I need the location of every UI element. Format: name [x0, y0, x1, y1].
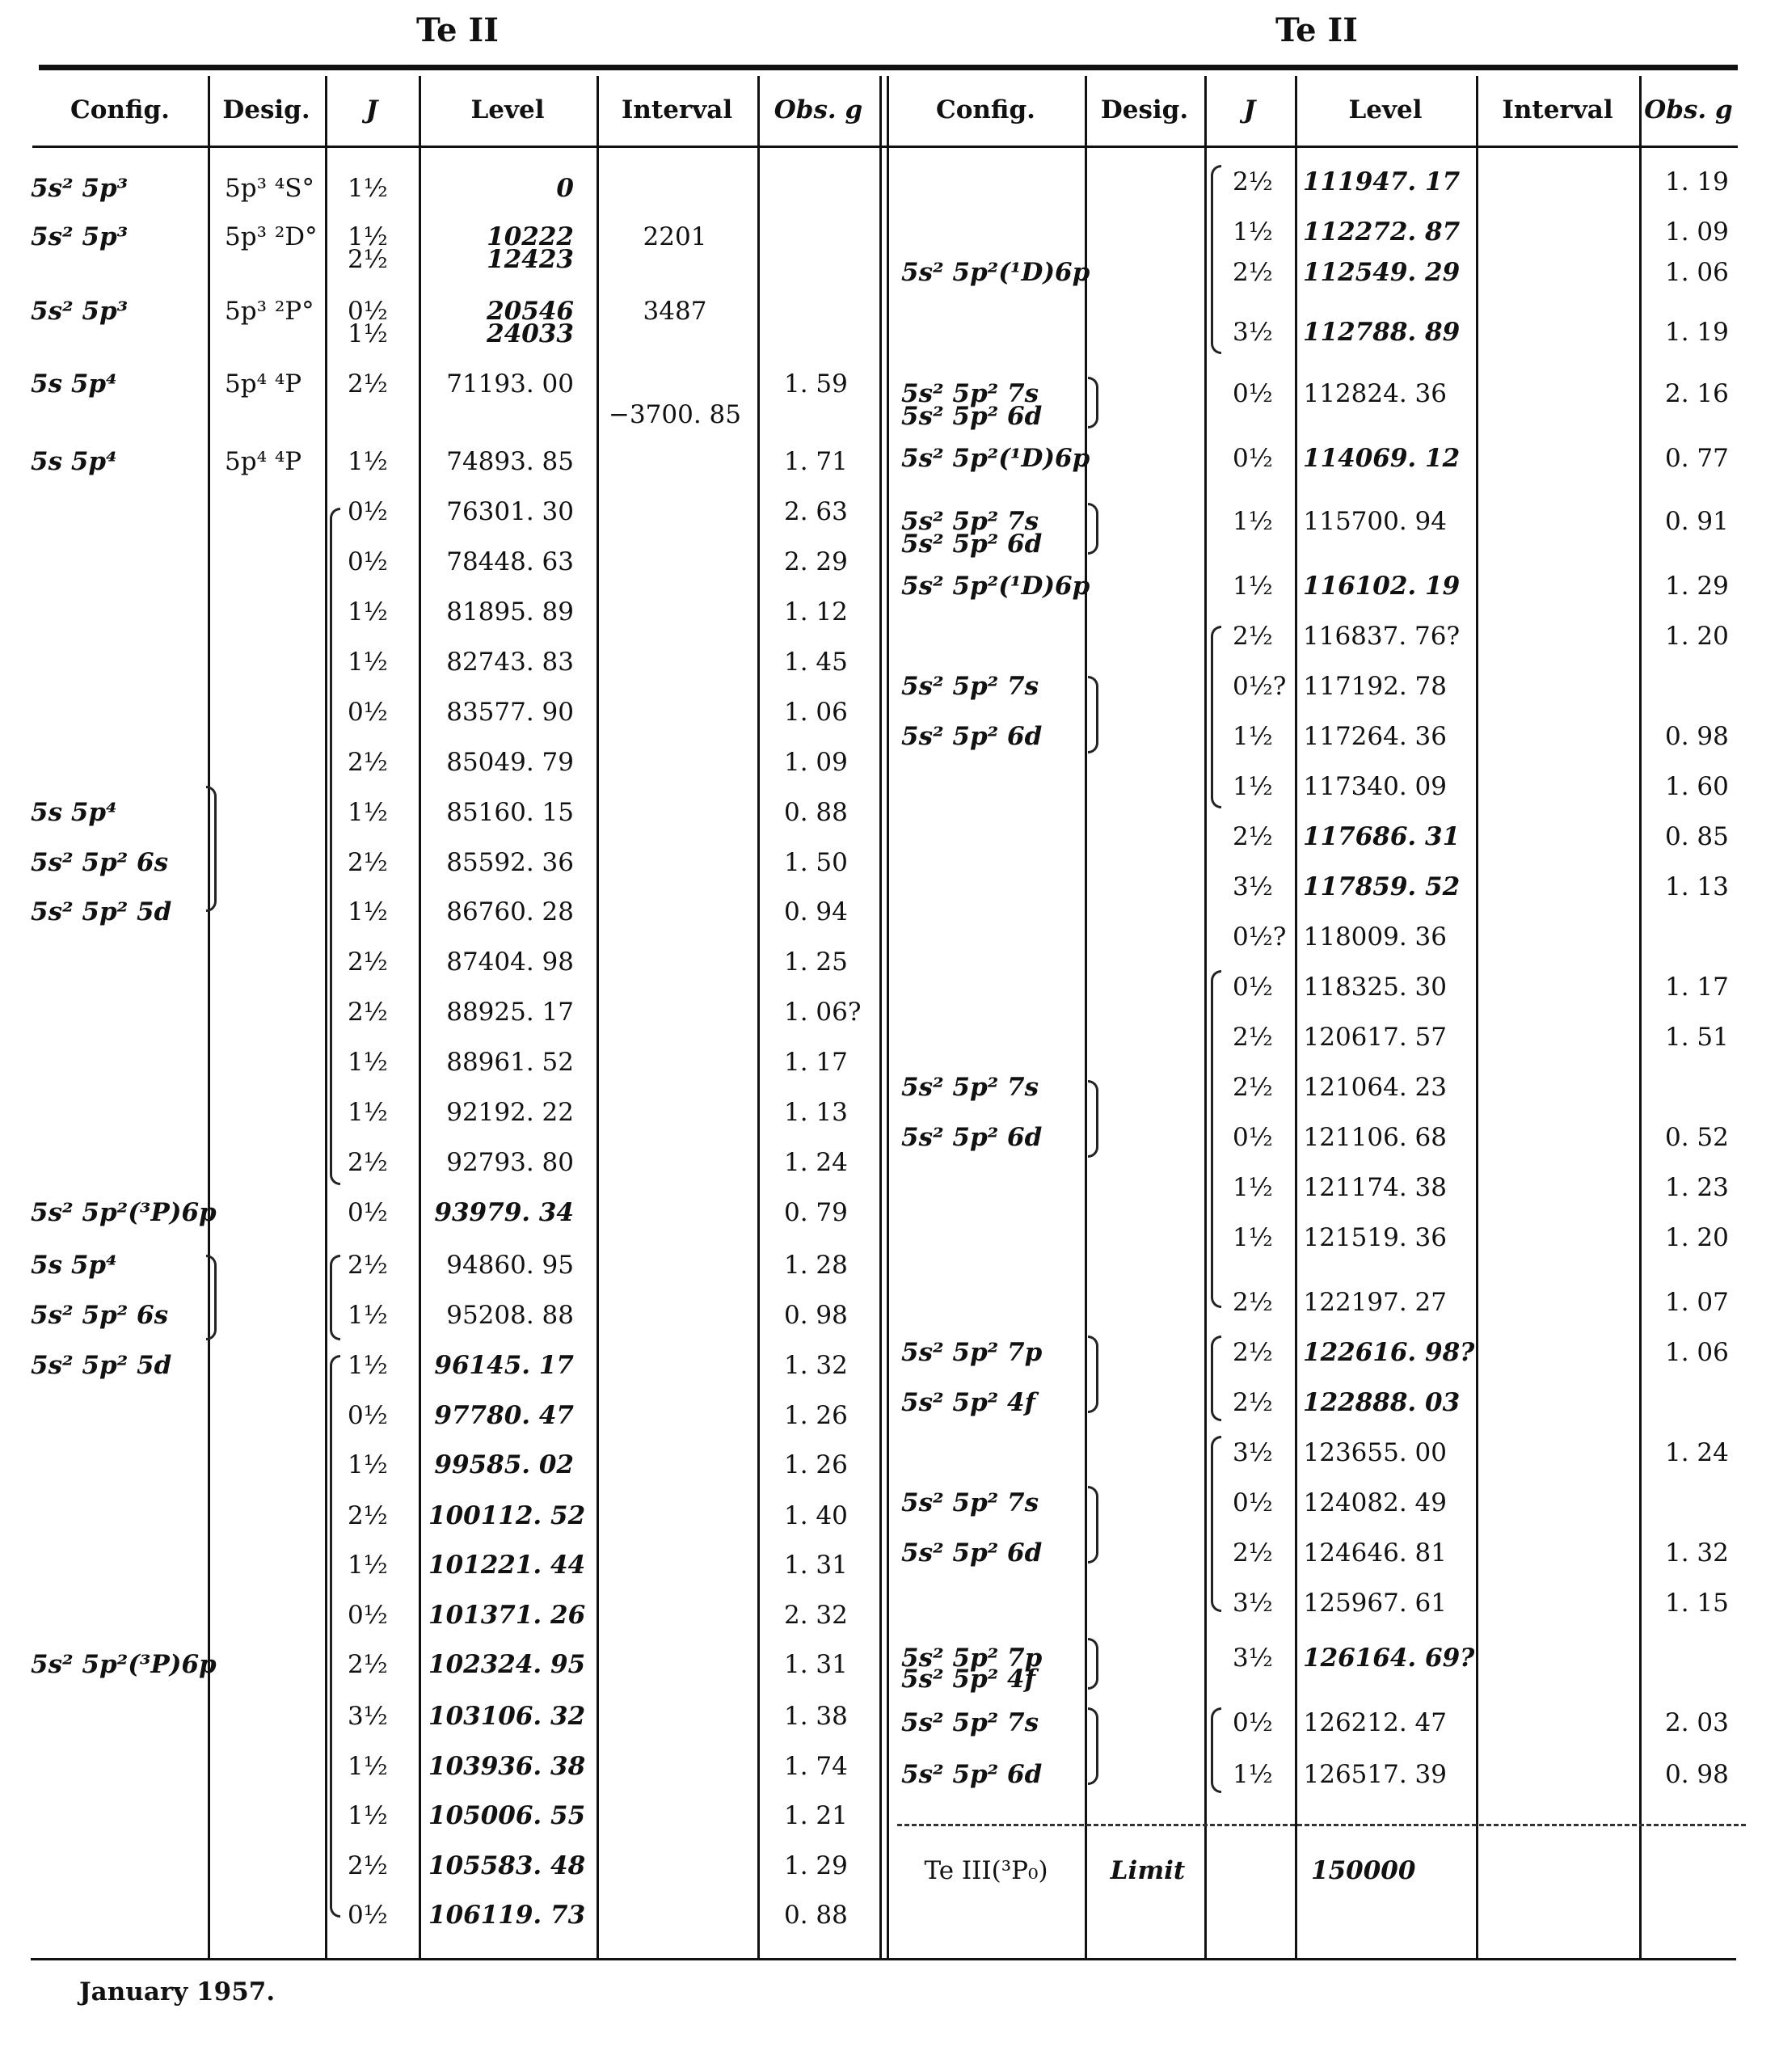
- cell-j: 3½: [1233, 872, 1273, 901]
- limit-level: 150000: [1311, 1856, 1416, 1885]
- cell-config: 5s² 5p²(¹D)6p: [901, 572, 1090, 601]
- cell-level: 126517. 39: [1303, 1760, 1447, 1789]
- cell-j: 1½: [348, 597, 388, 627]
- cell-j: 3½: [348, 1702, 388, 1731]
- column-divider: [887, 76, 889, 1960]
- cell-level: 126212. 47: [1303, 1708, 1447, 1737]
- limit-designation: Limit: [1110, 1856, 1186, 1885]
- cell-obs-g: 1. 06?: [784, 998, 862, 1027]
- cell-config: 5s² 5p² 7s: [901, 1488, 1039, 1517]
- cell-level: 122197. 27: [1303, 1288, 1447, 1317]
- cell-level: 83577. 90: [446, 698, 574, 727]
- cell-designation: 5p³ ²D°: [225, 222, 318, 251]
- cell-level: 88925. 17: [446, 998, 574, 1027]
- cell-config: 5s² 5p³: [31, 174, 129, 203]
- cell-obs-g: 1. 59: [784, 369, 848, 399]
- cell-config: 5s² 5p²(³P)6p: [31, 1650, 217, 1679]
- cell-j: 0½: [348, 1601, 388, 1630]
- cell-obs-g: 1. 40: [784, 1501, 848, 1530]
- cell-config: 5s² 5p² 7p: [901, 1644, 1043, 1673]
- cell-config: 5s 5p⁴: [31, 369, 117, 399]
- cell-j: 1½: [348, 648, 388, 677]
- limit-config: Te III(³P₀): [924, 1856, 1048, 1885]
- group-brace: [1211, 1707, 1221, 1793]
- cell-interval: −3700. 85: [608, 400, 742, 429]
- cell-j: 1½: [348, 1752, 388, 1781]
- cell-config: 5s² 5p²(¹D)6p: [901, 258, 1090, 287]
- cell-j: 0½: [1233, 1488, 1273, 1517]
- cell-config: 5s² 5p² 4f: [901, 1388, 1035, 1417]
- cell-j: 0½: [348, 547, 388, 576]
- cell-j: 1½: [348, 1048, 388, 1077]
- column-divider: [1476, 76, 1478, 1960]
- cell-obs-g: 1. 06: [1665, 258, 1729, 287]
- cell-j: 0½: [348, 1401, 388, 1430]
- column-divider: [1639, 76, 1642, 1960]
- column-header-right: Level: [1348, 95, 1423, 124]
- group-brace: [1211, 1436, 1221, 1612]
- cell-level: 112549. 29: [1303, 258, 1461, 287]
- cell-level: 106119. 73: [428, 1901, 586, 1930]
- cell-obs-g: 2. 32: [784, 1601, 848, 1630]
- cell-j: 2½: [348, 245, 388, 274]
- cell-level: 124082. 49: [1303, 1488, 1447, 1517]
- cell-j: 0½?: [1233, 672, 1287, 701]
- group-brace: [1088, 377, 1098, 428]
- cell-level: 122888. 03: [1303, 1388, 1461, 1417]
- cell-config: 5s² 5p² 7s: [901, 507, 1039, 536]
- cell-obs-g: 1. 25: [784, 947, 848, 977]
- cell-level: 82743. 83: [446, 648, 574, 677]
- cell-j: 2½: [348, 1148, 388, 1177]
- cell-designation: 5p³ ⁴S°: [225, 174, 315, 203]
- cell-level: 0: [556, 174, 574, 203]
- cell-level: 117859. 52: [1303, 872, 1461, 901]
- cell-j: 2½: [348, 1501, 388, 1530]
- column-divider: [1085, 76, 1087, 1960]
- cell-obs-g: 1. 51: [1665, 1023, 1729, 1052]
- cell-obs-g: 1. 29: [1665, 572, 1729, 601]
- cell-j: 2½: [348, 369, 388, 399]
- cell-level: 117264. 36: [1303, 722, 1447, 751]
- cell-config: 5s² 5p²(³P)6p: [31, 1198, 217, 1227]
- group-brace: [330, 508, 340, 1185]
- group-brace: [1088, 503, 1098, 555]
- cell-j: 0½?: [1233, 922, 1287, 952]
- cell-level: 95208. 88: [446, 1301, 574, 1330]
- cell-j: 0½: [1233, 973, 1273, 1002]
- cell-level: 122616. 98?: [1303, 1338, 1475, 1367]
- group-brace: [1088, 1486, 1098, 1563]
- group-brace: [206, 1255, 217, 1340]
- cell-j: 2½: [1233, 1538, 1273, 1568]
- cell-level: 88961. 52: [446, 1048, 574, 1077]
- cell-designation: 5p⁴ ⁴P: [225, 369, 302, 399]
- cell-j: 1½: [348, 1551, 388, 1580]
- cell-j: 0½: [348, 698, 388, 727]
- group-brace: [1088, 1336, 1098, 1413]
- cell-level: 101371. 26: [428, 1601, 586, 1630]
- cell-obs-g: 1. 38: [784, 1702, 848, 1731]
- cell-obs-g: 0. 79: [784, 1198, 848, 1227]
- cell-level: 105006. 55: [428, 1801, 586, 1830]
- cell-j: 2½: [348, 1251, 388, 1280]
- cell-obs-g: 0. 88: [784, 1901, 848, 1930]
- column-divider: [879, 76, 882, 1960]
- cell-j: 2½: [348, 1851, 388, 1880]
- bottom-rule: [31, 1958, 1736, 1960]
- cell-config: 5s 5p⁴: [31, 1251, 117, 1280]
- cell-config: 5s² 5p² 6d: [901, 1123, 1043, 1152]
- cell-j: 3½: [1233, 1589, 1273, 1618]
- cell-j: 1½: [348, 798, 388, 827]
- cell-obs-g: 1. 17: [1665, 973, 1729, 1002]
- cell-j: 0½: [1233, 379, 1273, 408]
- cell-j: 2½: [348, 848, 388, 877]
- cell-obs-g: 1. 26: [784, 1401, 848, 1430]
- cell-obs-g: 1. 71: [784, 447, 848, 476]
- cell-config: 5s² 5p² 7s: [901, 672, 1039, 701]
- limit-separator: [897, 1824, 1746, 1826]
- cell-obs-g: 2. 03: [1665, 1708, 1729, 1737]
- cell-level: 78448. 63: [446, 547, 574, 576]
- cell-level: 93979. 34: [434, 1198, 574, 1227]
- cell-j: 2½: [348, 947, 388, 977]
- cell-obs-g: 2. 16: [1665, 379, 1729, 408]
- cell-config: 5s² 5p² 6d: [901, 402, 1043, 431]
- cell-level: 121106. 68: [1303, 1123, 1447, 1152]
- column-header-left: Level: [470, 95, 545, 124]
- group-brace: [1088, 1707, 1098, 1785]
- cell-obs-g: 1. 28: [784, 1251, 848, 1280]
- cell-level: 117340. 09: [1303, 772, 1447, 801]
- cell-obs-g: 1. 13: [1665, 872, 1729, 901]
- cell-obs-g: 1. 31: [784, 1650, 848, 1679]
- cell-obs-g: 1. 12: [784, 597, 848, 627]
- cell-j: 2½: [1233, 1388, 1273, 1417]
- cell-level: 12423: [487, 245, 574, 274]
- group-brace: [1088, 1080, 1098, 1158]
- cell-config: 5s 5p⁴: [31, 447, 117, 476]
- cell-level: 85049. 79: [446, 748, 574, 777]
- cell-obs-g: 1. 21: [784, 1801, 848, 1830]
- cell-config: 5s² 5p² 7s: [901, 1073, 1039, 1102]
- cell-level: 124646. 81: [1303, 1538, 1447, 1568]
- cell-level: 115700. 94: [1303, 507, 1447, 536]
- cell-config: 5s² 5p² 5d: [31, 1351, 172, 1380]
- cell-j: 1½: [1233, 772, 1273, 801]
- cell-j: 1½: [348, 897, 388, 926]
- cell-obs-g: 2. 29: [784, 547, 848, 576]
- cell-interval: 2201: [643, 222, 707, 251]
- cell-config: 5s² 5p³: [31, 297, 129, 326]
- cell-level: 120617. 57: [1303, 1023, 1447, 1052]
- cell-obs-g: 1. 17: [784, 1048, 848, 1077]
- cell-j: 1½: [1233, 1173, 1273, 1202]
- cell-j: 1½: [1233, 1760, 1273, 1789]
- cell-level: 81895. 89: [446, 597, 574, 627]
- cell-obs-g: 1. 19: [1665, 167, 1729, 196]
- cell-level: 96145. 17: [434, 1351, 574, 1380]
- cell-level: 112788. 89: [1303, 318, 1461, 347]
- cell-j: 1½: [1233, 572, 1273, 601]
- header-rule: [32, 146, 1738, 148]
- cell-obs-g: 1. 24: [1665, 1438, 1729, 1467]
- table-title-right: Te II: [1275, 11, 1358, 49]
- cell-j: 1½: [348, 174, 388, 203]
- cell-designation: 5p³ ²P°: [225, 297, 314, 326]
- cell-obs-g: 0. 98: [1665, 1760, 1729, 1789]
- cell-j: 0½: [1233, 1708, 1273, 1737]
- cell-config: 5s² 5p² 6s: [31, 848, 169, 877]
- cell-j: 0½: [348, 497, 388, 526]
- cell-level: 76301. 30: [446, 497, 574, 526]
- column-header-left: Interval: [621, 95, 733, 124]
- cell-level: 117192. 78: [1303, 672, 1447, 701]
- column-header-left: J: [365, 95, 378, 124]
- cell-level: 24033: [487, 319, 574, 348]
- cell-obs-g: 1. 45: [784, 648, 848, 677]
- cell-level: 20546: [487, 297, 574, 326]
- cell-j: 2½: [1233, 1073, 1273, 1102]
- cell-obs-g: 0. 88: [784, 798, 848, 827]
- cell-level: 121174. 38: [1303, 1173, 1447, 1202]
- cell-obs-g: 1. 09: [784, 748, 848, 777]
- cell-obs-g: 1. 74: [784, 1752, 848, 1781]
- cell-level: 92192. 22: [446, 1098, 574, 1127]
- cell-obs-g: 1. 13: [784, 1098, 848, 1127]
- group-brace: [1088, 1638, 1098, 1690]
- cell-obs-g: 1. 09: [1665, 217, 1729, 247]
- cell-level: 111947. 17: [1303, 167, 1461, 196]
- cell-j: 1½: [1233, 507, 1273, 536]
- cell-level: 114069. 12: [1303, 444, 1461, 473]
- cell-config: 5s² 5p² 6d: [901, 530, 1043, 559]
- cell-obs-g: 1. 32: [784, 1351, 848, 1380]
- cell-obs-g: 0. 85: [1665, 822, 1729, 851]
- cell-j: 0½: [1233, 1123, 1273, 1152]
- cell-obs-g: 1. 60: [1665, 772, 1729, 801]
- group-brace: [1211, 165, 1221, 354]
- cell-j: 1½: [348, 1351, 388, 1380]
- cell-config: 5s² 5p² 6d: [901, 1760, 1043, 1789]
- cell-obs-g: 1. 07: [1665, 1288, 1729, 1317]
- group-brace: [330, 1255, 340, 1340]
- cell-j: 3½: [1233, 1438, 1273, 1467]
- cell-j: 1½: [348, 1450, 388, 1479]
- group-brace: [1211, 626, 1221, 808]
- cell-config: 5s² 5p² 4f: [901, 1665, 1035, 1694]
- cell-level: 121064. 23: [1303, 1073, 1447, 1102]
- cell-level: 118009. 36: [1303, 922, 1447, 952]
- cell-j: 2½: [1233, 1023, 1273, 1052]
- cell-j: 2½: [1233, 1338, 1273, 1367]
- cell-j: 2½: [1233, 167, 1273, 196]
- cell-config: 5s² 5p³: [31, 222, 129, 251]
- column-divider: [1204, 76, 1207, 1960]
- column-divider: [419, 76, 421, 1960]
- cell-level: 97780. 47: [434, 1401, 574, 1430]
- cell-config: 5s² 5p²(¹D)6p: [901, 444, 1090, 473]
- cell-j: 2½: [1233, 1288, 1273, 1317]
- cell-obs-g: 1. 32: [1665, 1538, 1729, 1568]
- cell-obs-g: 1. 20: [1665, 622, 1729, 651]
- column-header-left: Obs. g: [774, 95, 863, 124]
- cell-config: 5s² 5p² 6d: [901, 722, 1043, 751]
- cell-obs-g: 0. 77: [1665, 444, 1729, 473]
- cell-level: 103106. 32: [428, 1702, 586, 1731]
- cell-level: 71193. 00: [446, 369, 574, 399]
- cell-level: 117686. 31: [1303, 822, 1461, 851]
- cell-level: 102324. 95: [428, 1650, 586, 1679]
- cell-obs-g: 2. 63: [784, 497, 848, 526]
- cell-config: 5s² 5p² 6d: [901, 1538, 1043, 1568]
- column-divider: [757, 76, 760, 1960]
- cell-level: 126164. 69?: [1303, 1644, 1475, 1673]
- cell-obs-g: 1. 29: [784, 1851, 848, 1880]
- cell-j: 0½: [348, 1901, 388, 1930]
- cell-j: 2½: [1233, 622, 1273, 651]
- cell-obs-g: 1. 24: [784, 1148, 848, 1177]
- cell-obs-g: 0. 91: [1665, 507, 1729, 536]
- column-header-left: Desig.: [222, 95, 310, 124]
- cell-config: 5s 5p⁴: [31, 798, 117, 827]
- cell-config: 5s² 5p² 5d: [31, 897, 172, 926]
- top-rule: [39, 65, 1738, 70]
- cell-level: 10222: [487, 222, 574, 251]
- cell-level: 123655. 00: [1303, 1438, 1447, 1467]
- cell-obs-g: 1. 06: [1665, 1338, 1729, 1367]
- cell-level: 112272. 87: [1303, 217, 1461, 247]
- cell-j: 0½: [348, 297, 388, 326]
- cell-level: 92793. 80: [446, 1148, 574, 1177]
- cell-level: 87404. 98: [446, 947, 574, 977]
- cell-level: 103936. 38: [428, 1752, 586, 1781]
- column-header-right: Desig.: [1100, 95, 1189, 124]
- footer-date: January 1957.: [79, 1977, 276, 2007]
- cell-obs-g: 1. 19: [1665, 318, 1729, 347]
- cell-j: 1½: [348, 1801, 388, 1830]
- cell-j: 2½: [348, 1650, 388, 1679]
- cell-level: 74893. 85: [446, 447, 574, 476]
- group-brace: [1088, 676, 1098, 753]
- cell-level: 116837. 76?: [1303, 622, 1461, 651]
- cell-level: 118325. 30: [1303, 973, 1447, 1002]
- cell-obs-g: 1. 06: [784, 698, 848, 727]
- cell-obs-g: 0. 52: [1665, 1123, 1729, 1152]
- column-header-left: Config.: [70, 95, 170, 124]
- cell-j: 1½: [348, 319, 388, 348]
- column-divider: [1295, 76, 1297, 1960]
- group-brace: [1211, 1336, 1221, 1421]
- cell-level: 94860. 95: [446, 1251, 574, 1280]
- column-header-right: Config.: [936, 95, 1035, 124]
- column-divider: [325, 76, 327, 1960]
- cell-obs-g: 0. 98: [1665, 722, 1729, 751]
- cell-j: 0½: [348, 1198, 388, 1227]
- cell-level: 125967. 61: [1303, 1589, 1447, 1618]
- cell-j: 2½: [1233, 258, 1273, 287]
- cell-level: 121519. 36: [1303, 1223, 1447, 1252]
- cell-config: 5s² 5p² 7s: [901, 1708, 1039, 1737]
- cell-j: 2½: [348, 748, 388, 777]
- column-divider: [597, 76, 599, 1960]
- group-brace: [206, 786, 217, 912]
- cell-j: 1½: [348, 222, 388, 251]
- cell-j: 1½: [1233, 1223, 1273, 1252]
- group-brace: [330, 1355, 340, 1918]
- cell-level: 112824. 36: [1303, 379, 1447, 408]
- cell-interval: 3487: [643, 297, 707, 326]
- cell-obs-g: 1. 20: [1665, 1223, 1729, 1252]
- cell-obs-g: 1. 15: [1665, 1589, 1729, 1618]
- cell-level: 86760. 28: [446, 897, 574, 926]
- cell-obs-g: 1. 31: [784, 1551, 848, 1580]
- cell-config: 5s² 5p² 7s: [901, 379, 1039, 408]
- cell-j: 2½: [1233, 822, 1273, 851]
- cell-level: 100112. 52: [428, 1501, 586, 1530]
- cell-j: 3½: [1233, 318, 1273, 347]
- cell-j: 1½: [1233, 217, 1273, 247]
- group-brace: [1211, 970, 1221, 1308]
- cell-j: 2½: [348, 998, 388, 1027]
- cell-level: 99585. 02: [434, 1450, 574, 1479]
- cell-j: 3½: [1233, 1644, 1273, 1673]
- cell-obs-g: 1. 50: [784, 848, 848, 877]
- table-title-left: Te II: [416, 11, 499, 49]
- cell-obs-g: 1. 26: [784, 1450, 848, 1479]
- cell-config: 5s² 5p² 7p: [901, 1338, 1043, 1367]
- cell-obs-g: 0. 94: [784, 897, 848, 926]
- cell-obs-g: 0. 98: [784, 1301, 848, 1330]
- column-header-right: Interval: [1502, 95, 1613, 124]
- cell-obs-g: 1. 23: [1665, 1173, 1729, 1202]
- cell-j: 1½: [348, 1301, 388, 1330]
- cell-level: 85592. 36: [446, 848, 574, 877]
- cell-level: 101221. 44: [428, 1551, 586, 1580]
- cell-designation: 5p⁴ ⁴P: [225, 447, 302, 476]
- cell-level: 105583. 48: [428, 1851, 586, 1880]
- cell-j: 1½: [348, 1098, 388, 1127]
- cell-config: 5s² 5p² 6s: [31, 1301, 169, 1330]
- column-header-right: Obs. g: [1644, 95, 1733, 124]
- cell-j: 0½: [1233, 444, 1273, 473]
- cell-level: 116102. 19: [1303, 572, 1461, 601]
- cell-j: 1½: [348, 447, 388, 476]
- cell-level: 85160. 15: [446, 798, 574, 827]
- cell-j: 1½: [1233, 722, 1273, 751]
- column-header-right: J: [1243, 95, 1256, 124]
